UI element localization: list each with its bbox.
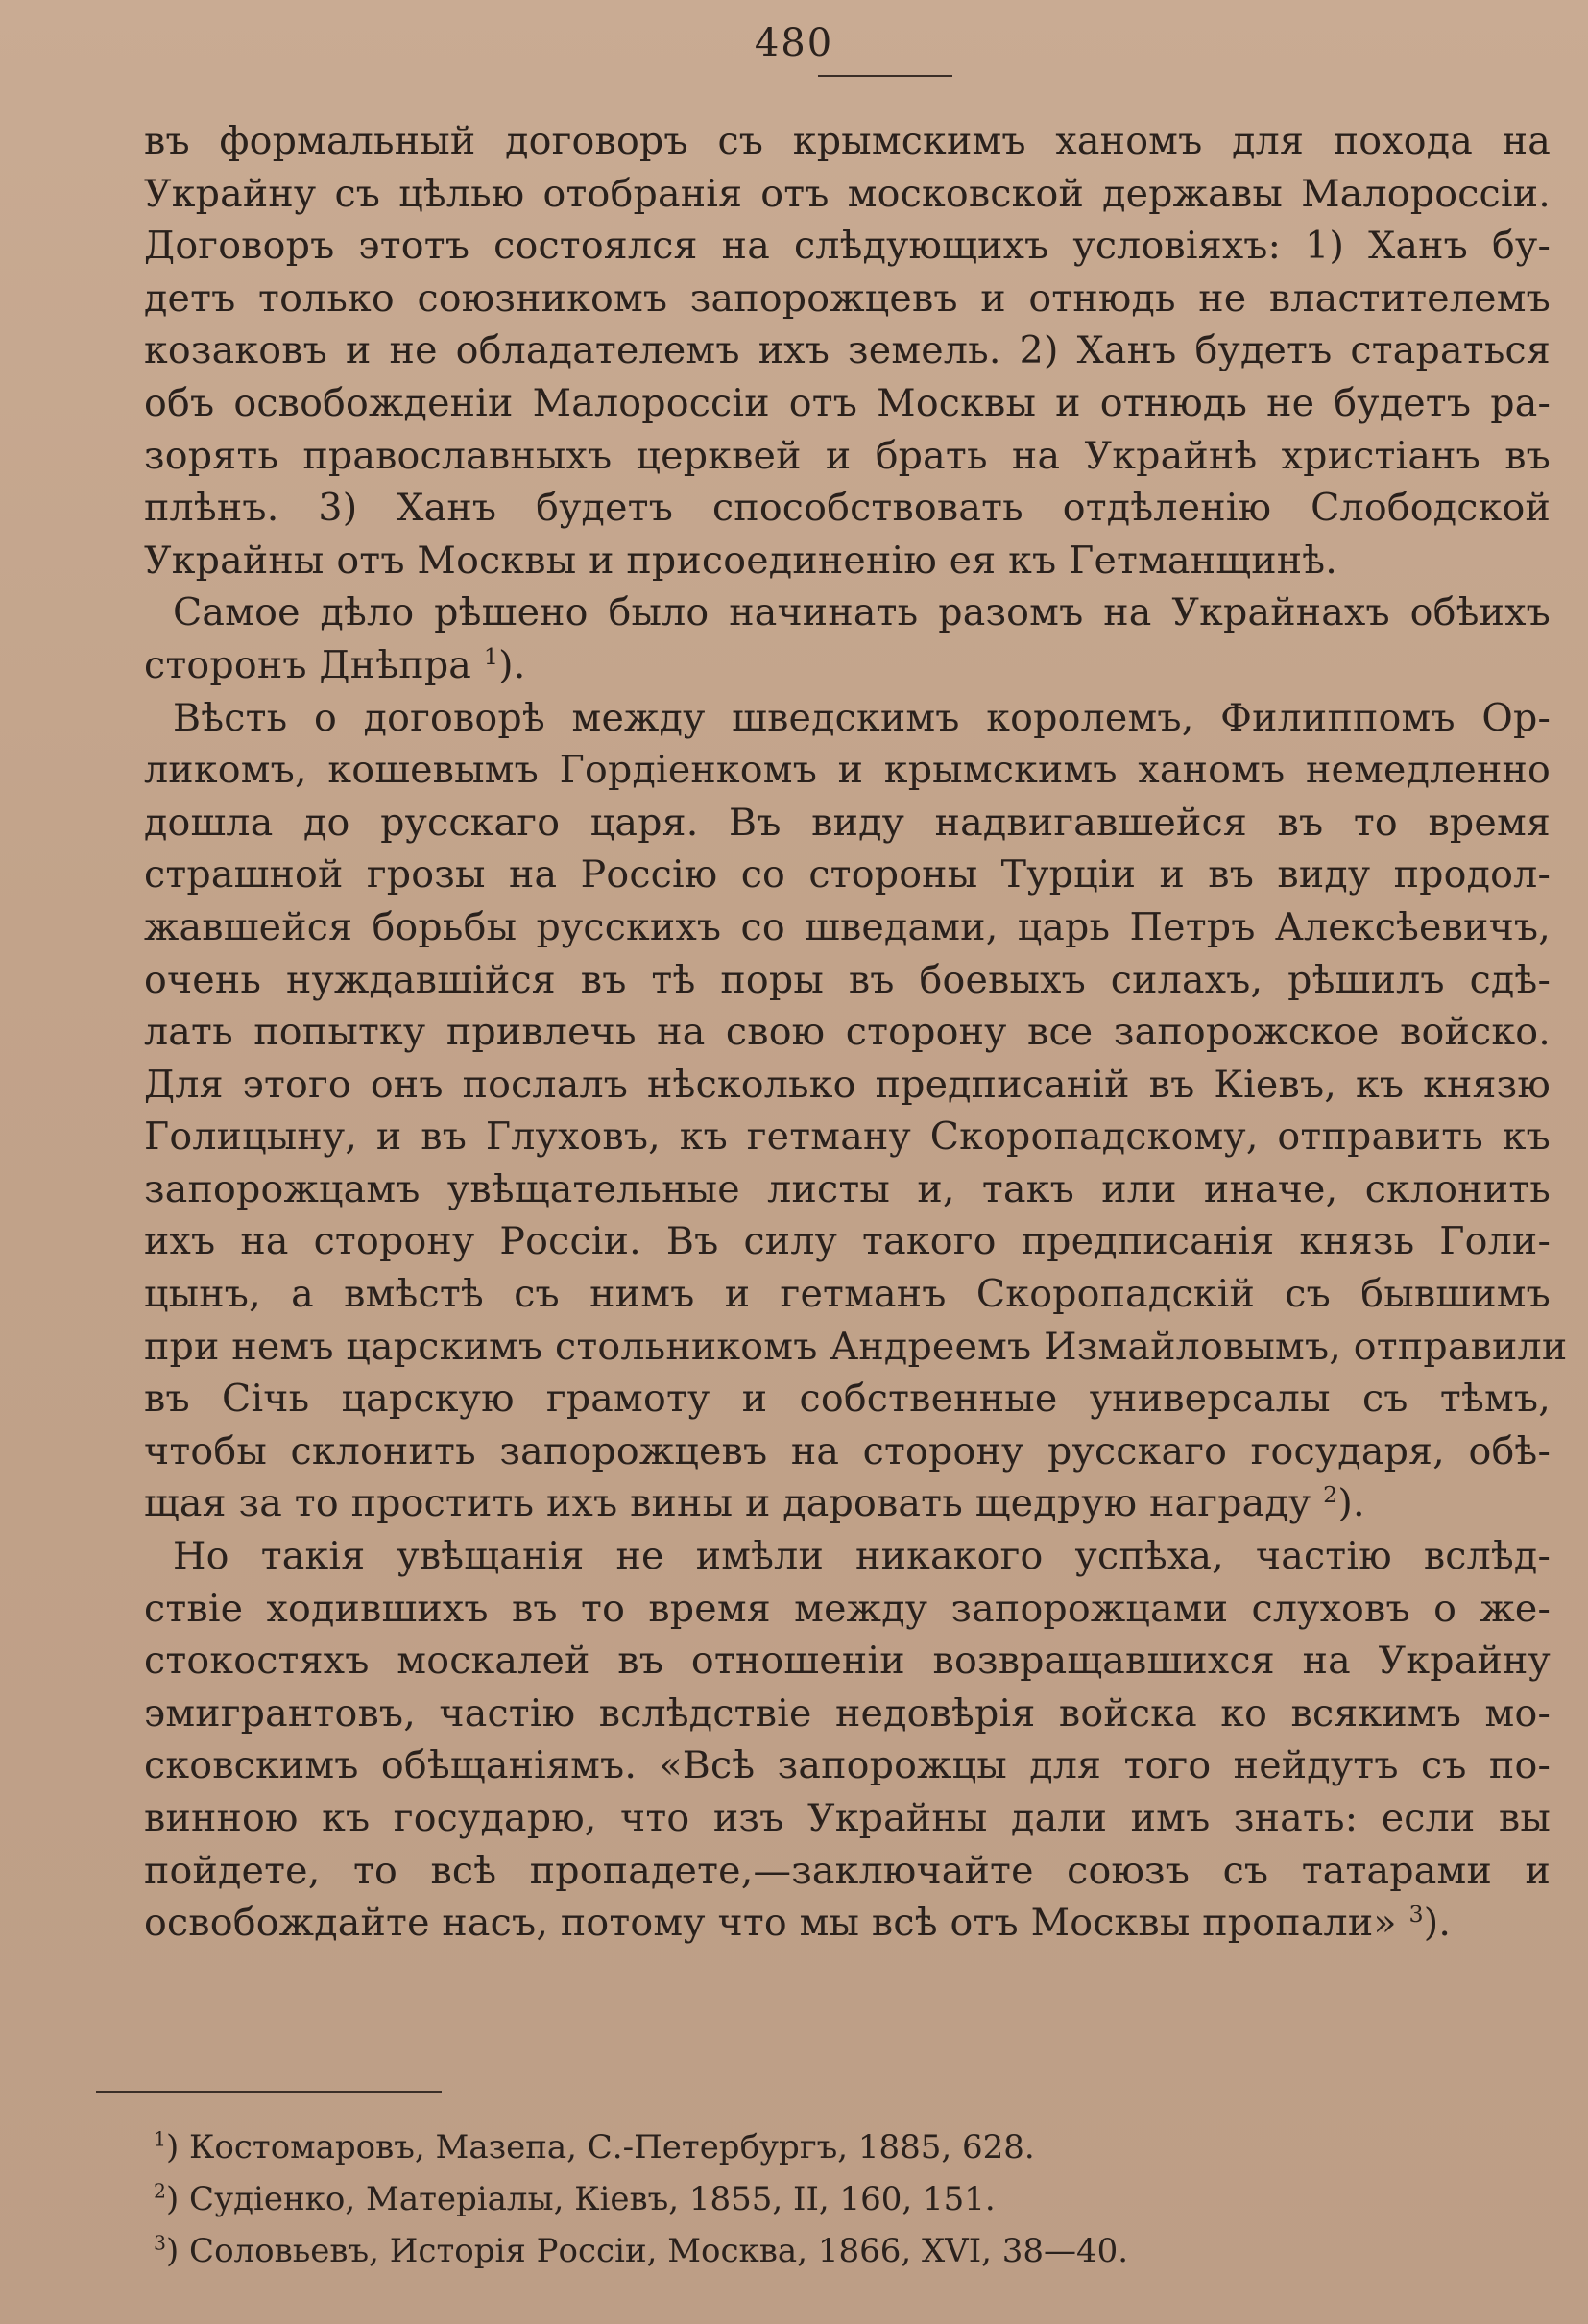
text-line: Самое дѣло рѣшено было начинать разомъ на Украйнахъ обѣихъ — [173, 590, 1551, 635]
page-number: 480 — [754, 21, 834, 65]
footnote-separator — [96, 2091, 442, 2093]
text-line: жавшейся борьбы русскихъ со шведами, царь Петръ Алексѣевичъ, — [144, 904, 1551, 949]
footnote-text: ) Костомаровъ, Мазепа, С.-Петербургъ, 1885, 628. — [165, 2128, 1035, 2167]
text-line: плѣнъ. 3) Ханъ будетъ способствовать отдѣленію Слободской — [144, 486, 1551, 531]
text-line: щая за то простить ихъ вины и даровать щедрую награду $^2$). — [144, 1481, 1365, 1526]
footnote-reference-tail: ). — [498, 642, 526, 687]
footnote-reference-tail: ). — [1423, 1901, 1452, 1946]
footnote-text: ) Судіенко, Матеріалы, Кіевъ, 1855, II, 160, 151. — [165, 2180, 996, 2218]
text-line: очень нуждавшійся въ тѣ поры въ боевыхъ силахъ, рѣшилъ сдѣ- — [144, 957, 1551, 1002]
footnote-text: ) Соловьевъ, Исторія Россіи, Москва, 1866, XVI, 38—40. — [165, 2232, 1129, 2270]
text-line: зорять православныхъ церквей и брать на Украйнѣ христіанъ въ — [144, 433, 1551, 478]
text-line: чтобы склонить запорожцевъ на сторону русскаго государя, обѣ- — [144, 1428, 1551, 1473]
text-line: освобождайте насъ, потому что мы всѣ отъ Москвы пропали» $^3$). — [144, 1901, 1452, 1946]
body-text — [144, 115, 1568, 1950]
text-line: лать попытку привлечь на свою сторону все запорожское войско. — [144, 1010, 1551, 1055]
text-line: сковскимъ обѣщаніямъ. «Всѣ запорожцы для того нейдутъ съ по- — [144, 1743, 1551, 1788]
text-line: Для этого онъ послалъ нѣсколько предписаній въ Кіевъ, къ князю — [144, 1062, 1551, 1107]
text-line: Договоръ этотъ состоялся на слѣдующихъ условіяхъ: 1) Ханъ бу- — [144, 224, 1551, 269]
footnote — [154, 2173, 1498, 2225]
text-line: детъ только союзникомъ запорожцевъ и отнюдь не властителемъ — [144, 276, 1551, 321]
text-line: Голицыну, и въ Глуховъ, къ гетману Скоропадскому, отправить къ — [144, 1114, 1551, 1160]
text-line: при немъ царскимъ стольникомъ Андреемъ Измайловымъ, отправили — [144, 1324, 1568, 1369]
text-line: Украйны отъ Москвы и присоединенію ея къ Гетманщинѣ. — [144, 538, 1338, 583]
footnote-reference: 1 — [483, 642, 499, 670]
text-line: ликомъ, кошевымъ Гордіенкомъ и крымскимъ ханомъ немедленно — [144, 748, 1551, 793]
text-line: объ освобожденіи Малороссіи отъ Москвы и отнюдь не будетъ ра- — [144, 380, 1551, 425]
text-line: страшной грозы на Россію со стороны Турціи и въ виду продол- — [144, 852, 1551, 898]
footnote-mark: 3 — [154, 2231, 166, 2255]
paragraph — [144, 587, 1551, 691]
text-line: пойдете, то всѣ пропадете,—заключайте союзъ съ татарами и — [144, 1848, 1551, 1893]
footnote-mark: 2 — [154, 2179, 166, 2203]
footnote-reference-tail: ). — [1337, 1481, 1365, 1526]
paragraph — [144, 1530, 1551, 1950]
footnote-reference: 3 — [1408, 1901, 1424, 1929]
footnote-mark: 1 — [154, 2127, 166, 2151]
text-line: Украйну съ цѣлью отобранія отъ московской державы Малороссіи. — [144, 171, 1551, 216]
footnotes — [154, 2121, 1498, 2277]
text-line: запорожцамъ увѣщательные листы и, такъ или иначе, склонить — [144, 1166, 1551, 1211]
text-line: козаковъ и не обладателемъ ихъ земель. 2) Ханъ будетъ стараться — [144, 328, 1551, 373]
text-line: Вѣсть о договорѣ между шведскимъ королемъ, Филиппомъ Ор- — [173, 695, 1551, 740]
paragraph — [144, 115, 1551, 587]
text-line: въ формальный договоръ съ крымскимъ ханомъ для похода на — [144, 119, 1551, 163]
text-line: ствіе ходившихъ въ то время между запорожцами слуховъ о же- — [144, 1586, 1551, 1631]
footnote — [154, 2121, 1498, 2173]
text-line: ихъ на сторону Россіи. Въ силу такого предписанія князь Голи- — [144, 1219, 1551, 1264]
footnote-reference: 2 — [1323, 1481, 1338, 1509]
paragraph — [144, 692, 1568, 1531]
text-line: дошла до русскаго царя. Въ виду надвигавшейся въ то время — [144, 800, 1551, 845]
text-line: стокостяхъ москалей въ отношеніи возвращавшихся на Украйну — [144, 1639, 1551, 1684]
text-line: сторонъ Днѣпра $^1$). — [144, 642, 526, 687]
page-number-underline — [818, 75, 952, 77]
text-line: винною къ государю, что изъ Украйны дали имъ знать: если вы — [144, 1796, 1551, 1840]
text-line: эмигрантовъ, частію вслѣдствіе недовѣрія войска ко всякимъ мо- — [144, 1690, 1551, 1736]
footnote — [154, 2225, 1498, 2277]
text-line: Но такія увѣщанія не имѣли никакого успѣха, частію вслѣд- — [173, 1534, 1551, 1579]
text-line: цынъ, а вмѣстѣ съ нимъ и гетманъ Скоропадскій съ бывшимъ — [144, 1272, 1551, 1317]
text-line: въ Січь царскую грамоту и собственные универсалы съ тѣмъ, — [144, 1377, 1551, 1422]
